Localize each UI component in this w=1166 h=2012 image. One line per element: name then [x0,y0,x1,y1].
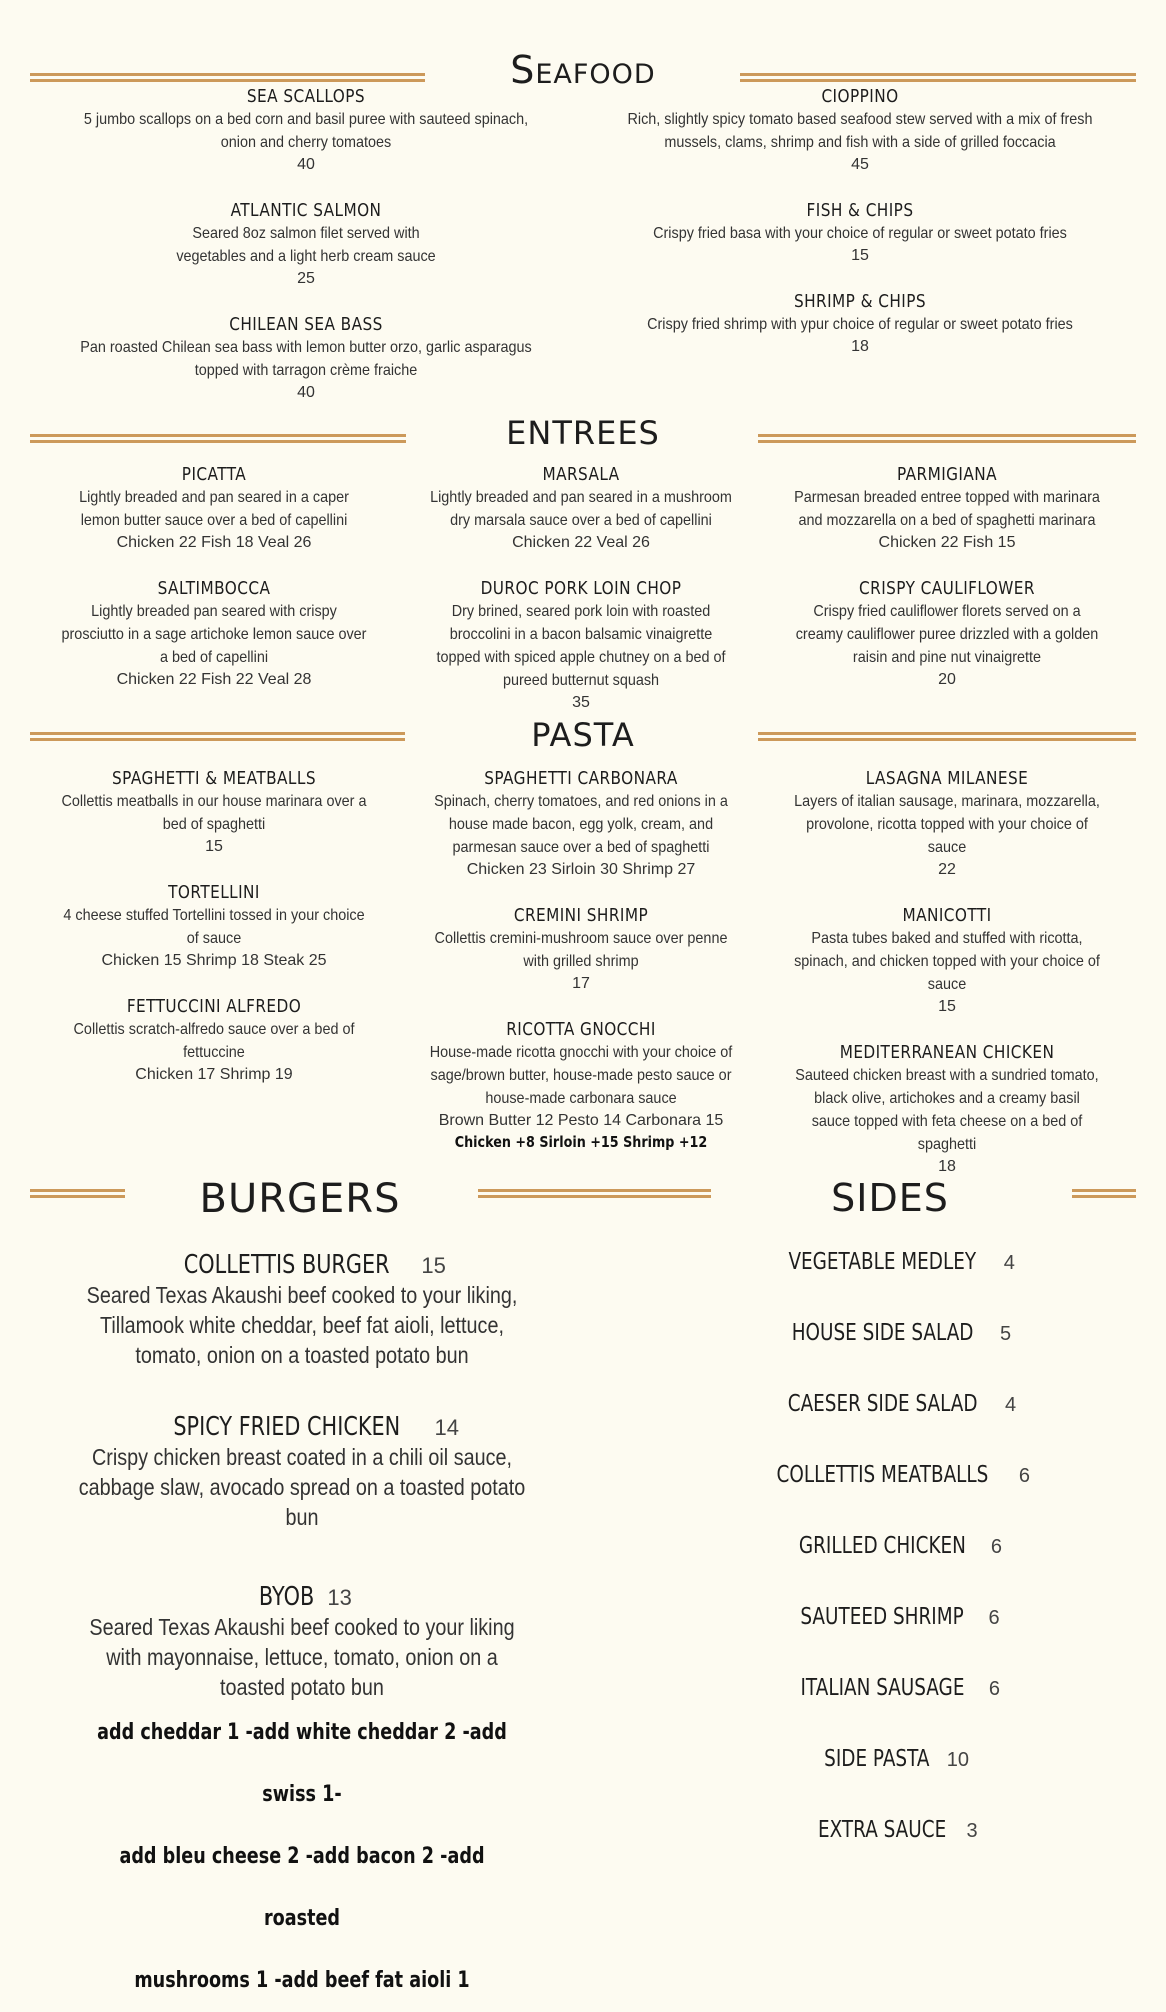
item-name: CIOPPINO [821,86,899,107]
item-name: FETTUCCINI ALFREDO [126,996,302,1017]
item-price: 15 [421,1253,446,1278]
menu-item [40,86,572,176]
menu-item [776,1042,1118,1178]
side-item [740,1524,1040,1595]
item-description: Spinach, cherry tomatoes, and red onions in a house made bacon, egg yolk, cream, and parmesan sauce over a bed of spaghetti [434,793,728,856]
item-name: SPAGHETTI & MEATBALLS [112,768,316,789]
item-name: FISH & CHIPS [806,200,914,221]
burger-item [40,1250,564,1370]
item-price: 15 [851,247,869,264]
burger-item [40,1412,564,1532]
item-price: Brown Butter 12 Pesto 14 Carbonara 15 [438,1112,724,1129]
menu-item [44,464,384,554]
seafood-right-column [594,86,1126,382]
item-price: Chicken 23 Sirloin 30 Shrimp 27 [466,861,696,878]
item-price: 25 [297,270,315,287]
side-item [740,1453,1040,1524]
burger-addon-line: add bleu cheese 2 -add bacon 2 -add roasted [119,1844,485,1931]
item-name: ATLANTIC SALMON [230,200,382,221]
side-item [740,1666,1040,1737]
item-name: SEA SCALLOPS [246,86,366,107]
item-price: 20 [938,671,956,688]
menu-item [410,464,752,554]
menu-item [410,905,752,995]
item-description: Crispy chicken breast coated in a chili oil sauce, cabbage slaw, avocado spread on a toasted potato bun [78,1444,526,1530]
entrees-column-2 [410,464,752,738]
item-price: 10 [946,1749,969,1771]
item-price: 4 [1005,1394,1017,1416]
item-name: SHRIMP & CHIPS [793,291,927,312]
item-description: Dry brined, seared pork loin with roasted broccolini in a bacon balsamic vinaigrette topped with spiced apple chutney on a bed of pureed butternut squash [436,603,726,689]
pasta-column-3 [776,768,1118,1202]
item-name: PARMIGIANA [896,464,998,485]
item-name: MEDITERRANEAN CHICKEN [839,1042,1055,1063]
item-description: Pasta tubes baked and stuffed with ricotta, spinach, and chicken topped with your choice of sauce [794,930,1100,993]
pasta-column-2 [410,768,752,1152]
item-description: Collettis scratch-alfredo sauce over a bed of fettuccine [73,1021,355,1061]
sides-title: SIDES [831,1176,949,1220]
menu-item [44,578,384,691]
item-price: Chicken 17 Shrimp 19 [135,1066,293,1083]
item-price: 5 [1000,1323,1012,1345]
item-price: Chicken 22 Fish 18 Veal 26 [116,534,312,551]
item-name: COLLETTIS BURGER [183,1250,390,1280]
menu-item [44,882,384,972]
item-price: 40 [297,156,315,173]
item-price: 13 [327,1585,352,1610]
item-price: 18 [938,1158,956,1175]
item-description: Rich, slightly spicy tomato based seafood stew served with a mix of fresh mussels, clams, shrimp and fish with a side of grilled foccacia [627,111,1093,151]
item-name: SAUTEED SHRIMP [800,1604,965,1630]
item-description: Lightly breaded and pan seared in a mushroom dry marsala sauce over a bed of capellini [430,489,732,529]
item-name: PICATTA [181,464,247,485]
burger-addon-line: add cheddar 1 -add white cheddar 2 -add swiss 1- [97,1720,507,1807]
menu-item [594,291,1126,358]
item-description: House-made ricotta gnocchi with your choice of sage/brown butter, house-made pesto sauce or house-made carbonara sauce [429,1044,733,1107]
item-description: Parmesan breaded entree topped with marinara and mozzarella on a bed of spaghetti marinara [794,489,1100,529]
item-name: VEGETABLE MEDLEY [788,1249,977,1275]
item-price: 3 [966,1820,978,1842]
item-description: Collettis cremini-mushroom sauce over penne with grilled shrimp [434,930,728,970]
item-description: Seared Texas Akaushi beef cooked to your liking, Tillamook white cheddar, beef fat aioli, lettuce, tomato, onion on a toasted potato bun [86,1282,518,1368]
item-description: Layers of italian sausage, marinara, mozzarella, provolone, ricotta topped with your choice of sauce [794,793,1100,856]
item-name: EXTRA SAUCE [818,1817,947,1843]
menu-item [776,768,1118,881]
menu-item [776,464,1118,554]
item-description: Lightly breaded and pan seared in a caper lemon butter sauce over a bed of capellini [79,489,349,529]
menu-item [594,86,1126,176]
item-name: ITALIAN SAUSAGE [800,1675,965,1701]
item-name: GRILLED CHICKEN [798,1533,966,1559]
menu-item [40,200,572,290]
item-price: 15 [938,998,956,1015]
item-price: 4 [1003,1252,1015,1274]
burger-addon-line: mushrooms 1 -add beef fat aioli 1 [134,1968,470,1993]
menu-item [44,996,384,1086]
item-description: Crispy fried basa with your choice of regular or sweet potato fries [653,225,1067,242]
menu-item [776,578,1118,691]
item-name: CREMINI SHRIMP [513,905,649,926]
divider-rule [758,732,1136,741]
divider-rule [30,434,406,443]
side-item [740,1595,1040,1666]
side-item [740,1737,1040,1808]
entrees-title: ENTREES [506,414,660,452]
item-price: Chicken 22 Fish 15 [878,534,1016,551]
item-price: 22 [938,861,956,878]
item-name: CRISPY CAULIFLOWER [859,578,1035,599]
item-description: Seared 8oz salmon filet served with vegetables and a light herb cream sauce [176,225,436,265]
item-description: 5 jumbo scallops on a bed corn and basil puree with sauteed spinach, onion and cherry tomatoes [83,111,529,151]
seafood-title: Seafood [510,48,656,92]
seafood-left-column [40,86,572,428]
item-description: 4 cheese stuffed Tortellini tossed in your choice of sauce [63,907,365,947]
menu-item [776,905,1118,1018]
item-name: CAESER SIDE SALAD [787,1391,978,1417]
item-name: DUROC PORK LOIN CHOP [480,578,682,599]
item-description: Collettis meatballs in our house marinara over a bed of spaghetti [61,793,367,833]
item-name: MARSALA [542,464,620,485]
item-description: Pan roasted Chilean sea bass with lemon butter orzo, garlic asparagus topped with tarragon crème fraiche [80,339,532,379]
item-name: HOUSE SIDE SALAD [791,1320,974,1346]
menu-item [410,578,752,714]
item-price: 18 [851,338,869,355]
item-description: Sauteed chicken breast with a sundried tomato, black olive, artichokes and a creamy basil sauce topped with feta cheese on a bed of spaghetti [795,1067,1099,1153]
item-price: Chicken 22 Veal 26 [512,534,650,551]
burgers-column [40,1250,564,2012]
side-item [740,1311,1040,1382]
divider-rule [478,1189,711,1198]
pasta-title: PASTA [531,716,635,754]
item-name: LASAGNA MILANESE [865,768,1029,789]
divider-rule [30,732,405,741]
side-item [740,1240,1040,1311]
menu-item [40,314,572,404]
item-name: CHILEAN SEA BASS [229,314,383,335]
item-price: 40 [297,384,315,401]
item-description: Lightly breaded pan seared with crispy prosciutto in a sage artichoke lemon sauce over a bed of capellini [61,603,367,666]
entrees-column-3 [776,464,1118,715]
divider-rule [30,73,425,82]
item-price: 14 [434,1415,460,1440]
side-item [740,1382,1040,1453]
item-price: 45 [851,156,869,173]
item-description: Crispy fried shrimp with ypur choice of regular or sweet potato fries [647,316,1073,333]
item-price: 15 [205,838,223,855]
item-price: Chicken 15 Shrimp 18 Steak 25 [101,952,327,969]
menu-item [410,1019,752,1152]
burger-item [40,1582,564,2012]
item-name: COLLETTIS MEATBALLS [776,1462,989,1488]
menu-item [594,200,1126,267]
item-name: BYOB [259,1582,315,1612]
divider-rule [30,1189,125,1198]
item-name: RICOTTA GNOCCHI [506,1019,656,1040]
entrees-column-1 [44,464,384,715]
item-description: Crispy fried cauliflower florets served on a creamy cauliflower puree drizzled with a golden raisin and pine nut vinaigrette [795,603,1099,666]
item-name: SIDE PASTA [824,1746,930,1772]
item-price: Chicken 22 Fish 22 Veal 28 [116,671,312,688]
sides-column [740,1240,1040,1879]
item-price: 17 [572,975,590,992]
item-price: 6 [988,1678,1001,1700]
item-price: 35 [572,694,590,711]
item-price: 6 [988,1607,1000,1629]
menu-item [44,768,384,858]
item-name: MANICOTTI [902,905,992,926]
item-name: SALTIMBOCCA [157,578,271,599]
item-name: SPAGHETTI CARBONARA [484,768,678,789]
item-name: TORTELLINI [168,882,260,903]
item-description: Seared Texas Akaushi beef cooked to your liking with mayonnaise, lettuce, tomato, onion on a toasted potato bun [89,1614,515,1700]
divider-rule [740,73,1136,82]
side-item [740,1808,1040,1879]
item-price: 6 [1018,1465,1030,1487]
menu-item [410,768,752,881]
pasta-column-1 [44,768,384,1110]
item-price: 6 [990,1536,1002,1558]
gnocchi-addons: Chicken +8 Sirloin +15 Shrimp +12 [454,1133,708,1151]
burgers-title: BURGERS [199,1176,401,1222]
divider-rule [758,434,1136,443]
item-name: SPICY FRIED CHICKEN [173,1412,401,1442]
